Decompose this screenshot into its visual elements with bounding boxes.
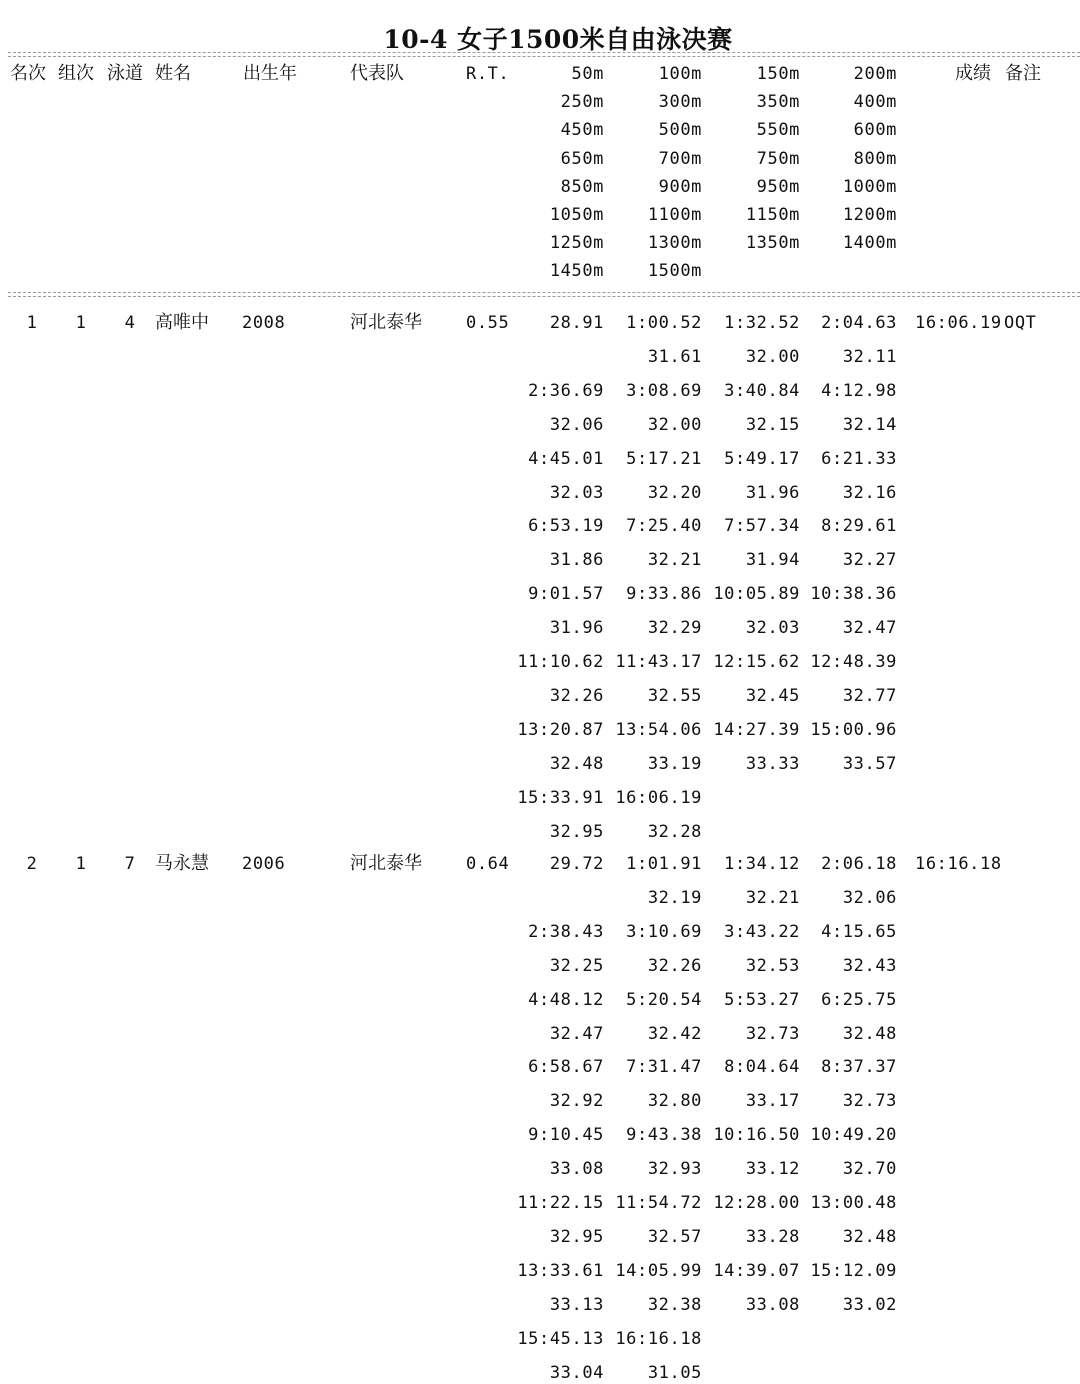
header-rank: 名次 [10,63,46,84]
split-distance-label: 850m [560,176,604,197]
lap-split-time: 32.53 [745,955,800,976]
lap-split-time: 32.95 [549,821,604,842]
lap-split-time: 32.21 [745,887,800,908]
lap-split-time: 32.25 [549,955,604,976]
split-distance-label: 1150m [745,205,800,225]
cumulative-split-time: 15:12.09 [810,1260,897,1281]
lap-split-time: 32.11 [842,346,897,367]
qualification-note: OQT [1004,313,1037,333]
split-distance-label: 100m [658,64,702,84]
header-team: 代表队 [350,63,404,84]
final-result: 16:16.18 [915,854,1002,874]
lap-split-time: 32.26 [549,685,604,706]
cumulative-split-time: 8:37.37 [821,1057,897,1078]
lap-split-time: 32.73 [745,1023,800,1044]
cumulative-split-time: 7:57.34 [724,516,800,537]
lap-split-time: 31.94 [745,550,800,571]
cumulative-split-time: 12:28.00 [713,1193,800,1213]
team-cell: 河北泰华 [350,853,422,874]
cumulative-split-time: 5:49.17 [724,448,800,469]
birth-year-cell: 2006 [242,854,286,874]
lap-split-time: 32.20 [647,482,702,503]
cumulative-split-time: 3:43.22 [724,921,800,942]
cumulative-split-time: 10:05.89 [713,584,800,605]
cumulative-split-time: 11:22.15 [517,1193,604,1213]
lap-split-time: 32.57 [647,1226,702,1247]
header-heat: 组次 [58,63,94,84]
final-result: 16:06.19 [915,313,1002,333]
cumulative-split-time: 2:04.63 [821,313,897,333]
split-distance-label: 300m [658,92,702,113]
header-top-rule [8,52,1080,57]
lap-split-time: 32.45 [745,685,800,706]
lap-split-time: 33.28 [745,1226,800,1247]
cumulative-split-time: 14:39.07 [713,1260,800,1281]
cumulative-split-time: 10:49.20 [810,1125,897,1146]
cumulative-split-time: 12:15.62 [713,652,800,672]
split-distance-label: 800m [853,148,897,169]
cumulative-split-time: 10:38.36 [810,584,897,605]
cumulative-split-time: 7:31.47 [626,1057,702,1078]
header-bottom-rule [8,292,1080,297]
athlete-name: 高唯中 [155,312,209,333]
cumulative-split-time: 2:38.43 [528,921,604,942]
split-distance-label: 450m [560,120,604,141]
header-result: 成绩 [955,63,991,84]
split-distance-label: 250m [560,92,604,113]
lap-split-time: 32.21 [647,550,702,571]
lap-split-time: 33.08 [549,1159,604,1180]
cumulative-split-time: 11:43.17 [615,652,702,672]
team-cell: 河北泰华 [350,312,422,333]
cumulative-split-time: 4:45.01 [528,448,604,469]
lap-split-time: 31.96 [549,618,604,639]
cumulative-split-time: 16:06.19 [615,787,702,808]
cumulative-split-time: 6:58.67 [528,1057,604,1078]
lap-split-time: 32.95 [549,1226,604,1247]
lap-split-time: 33.17 [745,1091,800,1112]
cumulative-split-time: 8:04.64 [724,1057,800,1078]
lap-split-time: 33.33 [745,753,800,774]
lap-split-time: 32.43 [842,955,897,976]
lap-split-time: 31.61 [647,346,702,367]
cumulative-split-time: 9:43.38 [626,1125,702,1146]
cumulative-split-time: 28.91 [549,313,604,333]
header-name: 姓名 [155,63,191,84]
cumulative-split-time: 9:01.57 [528,584,604,605]
split-distance-label: 1350m [745,233,800,254]
reaction-time-cell: 0.55 [466,313,510,333]
lap-split-time: 32.15 [745,414,800,435]
cumulative-split-time: 11:10.62 [517,652,604,672]
reaction-time-cell: 0.64 [466,854,510,874]
lap-split-time: 32.06 [549,414,604,435]
cumulative-split-time: 1:01.91 [626,854,702,874]
lap-split-time: 33.04 [549,1362,604,1383]
lap-split-time: 31.86 [549,550,604,571]
lap-split-time: 32.70 [842,1159,897,1180]
cumulative-split-time: 5:20.54 [626,989,702,1010]
lap-split-time: 32.73 [842,1091,897,1112]
split-distance-label: 1250m [549,233,604,254]
lap-split-time: 32.47 [842,618,897,639]
cumulative-split-time: 8:29.61 [821,516,897,537]
header-note: 备注 [1005,63,1041,84]
split-distance-label: 500m [658,120,702,141]
lap-split-time: 32.55 [647,685,702,706]
lap-split-time: 32.92 [549,1091,604,1112]
cumulative-split-time: 4:12.98 [821,380,897,401]
split-distance-label: 1500m [647,261,702,282]
cumulative-split-time: 3:40.84 [724,380,800,401]
cumulative-split-time: 12:48.39 [810,652,897,672]
cumulative-split-time: 3:08.69 [626,380,702,401]
athlete-name: 马永慧 [155,853,209,874]
lap-split-time: 32.48 [549,753,604,774]
lap-split-time: 32.14 [842,414,897,435]
lap-split-time: 32.26 [647,955,702,976]
lane-cell: 4 [124,313,136,333]
cumulative-split-time: 9:10.45 [528,1125,604,1146]
lap-split-time: 32.28 [647,821,702,842]
cumulative-split-time: 13:33.61 [517,1260,604,1281]
lap-split-time: 32.16 [842,482,897,503]
lap-split-time: 32.47 [549,1023,604,1044]
cumulative-split-time: 4:48.12 [528,989,604,1010]
lap-split-time: 32.42 [647,1023,702,1044]
lap-split-time: 32.00 [647,414,702,435]
cumulative-split-time: 15:45.13 [517,1328,604,1349]
split-distance-label: 650m [560,148,604,169]
lap-split-time: 32.38 [647,1294,702,1315]
lap-split-time: 32.48 [842,1023,897,1044]
header-birth-year: 出生年 [243,63,297,84]
birth-year-cell: 2008 [242,313,286,333]
split-distance-label: 1050m [549,205,604,225]
split-distance-label: 1100m [647,205,702,225]
cumulative-split-time: 4:15.65 [821,921,897,942]
cumulative-split-time: 1:00.52 [626,313,702,333]
lap-split-time: 33.12 [745,1159,800,1180]
rank-cell: 2 [26,854,38,874]
lap-split-time: 31.05 [647,1362,702,1383]
lap-split-time: 32.48 [842,1226,897,1247]
split-distance-label: 1400m [842,233,897,254]
cumulative-split-time: 10:16.50 [713,1125,800,1146]
split-distance-label: 1200m [842,205,897,225]
split-distance-label: 550m [756,120,800,141]
lap-split-time: 32.93 [647,1159,702,1180]
lap-split-time: 33.57 [842,753,897,774]
split-distance-label: 50m [571,64,604,84]
lap-split-time: 32.06 [842,887,897,908]
heat-cell: 1 [75,313,87,333]
split-distance-label: 1000m [842,176,897,197]
lap-split-time: 32.29 [647,618,702,639]
cumulative-split-time: 3:10.69 [626,921,702,942]
lap-split-time: 32.00 [745,346,800,367]
lap-split-time: 32.77 [842,685,897,706]
split-distance-label: 350m [756,92,800,113]
split-distance-label: 1450m [549,261,604,282]
cumulative-split-time: 1:32.52 [724,313,800,333]
cumulative-split-time: 13:20.87 [517,719,604,740]
cumulative-split-time: 11:54.72 [615,1193,702,1213]
lap-split-time: 33.19 [647,753,702,774]
lap-split-time: 32.19 [647,887,702,908]
split-distance-label: 750m [756,148,800,169]
header-reaction-time: R.T. [466,64,510,84]
lap-split-time: 32.80 [647,1091,702,1112]
cumulative-split-time: 2:36.69 [528,380,604,401]
cumulative-split-time: 5:17.21 [626,448,702,469]
cumulative-split-time: 7:25.40 [626,516,702,537]
cumulative-split-time: 14:05.99 [615,1260,702,1281]
lap-split-time: 33.08 [745,1294,800,1315]
split-distance-label: 600m [853,120,897,141]
cumulative-split-time: 1:34.12 [724,854,800,874]
split-distance-label: 900m [658,176,702,197]
split-distance-label: 700m [658,148,702,169]
cumulative-split-time: 29.72 [549,854,604,874]
cumulative-split-time: 13:00.48 [810,1193,897,1213]
cumulative-split-time: 16:16.18 [615,1328,702,1349]
heat-cell: 1 [75,854,87,874]
cumulative-split-time: 6:25.75 [821,989,897,1010]
page-title: 10-4 女子1500米自由泳决赛 [383,25,733,54]
cumulative-split-time: 5:53.27 [724,989,800,1010]
cumulative-split-time: 2:06.18 [821,854,897,874]
rank-cell: 1 [26,313,38,333]
split-distance-label: 200m [853,64,897,84]
cumulative-split-time: 9:33.86 [626,584,702,605]
cumulative-split-time: 14:27.39 [713,719,800,740]
lap-split-time: 32.03 [745,618,800,639]
split-distance-label: 950m [756,176,800,197]
lap-split-time: 33.02 [842,1294,897,1315]
cumulative-split-time: 15:00.96 [810,719,897,740]
cumulative-split-time: 15:33.91 [517,787,604,808]
split-distance-label: 1300m [647,233,702,254]
header-lane: 泳道 [107,63,143,84]
cumulative-split-time: 6:53.19 [528,516,604,537]
split-distance-label: 400m [853,92,897,113]
lap-split-time: 32.03 [549,482,604,503]
lane-cell: 7 [124,854,136,874]
lap-split-time: 33.13 [549,1294,604,1315]
split-distance-label: 150m [756,64,800,84]
lap-split-time: 32.27 [842,550,897,571]
cumulative-split-time: 6:21.33 [821,448,897,469]
cumulative-split-time: 13:54.06 [615,719,702,740]
lap-split-time: 31.96 [745,482,800,503]
